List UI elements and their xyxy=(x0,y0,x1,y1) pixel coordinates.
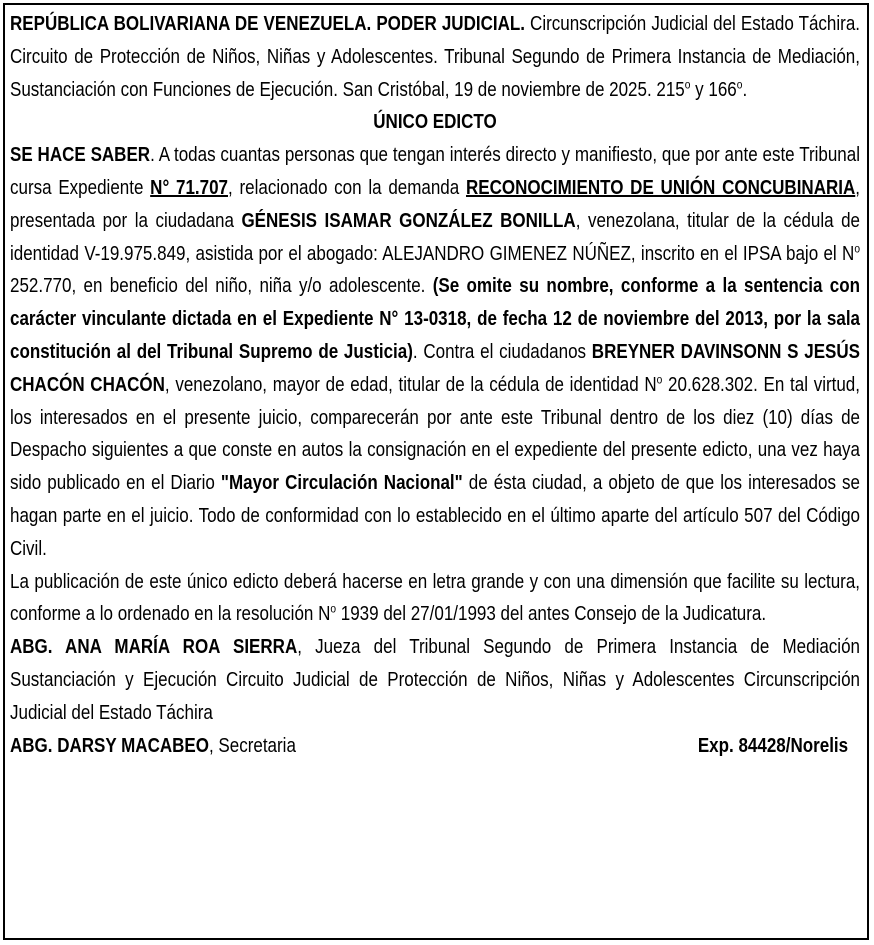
edict-heading xyxy=(10,106,860,139)
demand-type: RECONOCIMIENTO DE UNIÓN CONCUBINARIA xyxy=(465,176,856,199)
body-paragraph xyxy=(10,139,860,565)
se-hace-saber: SE HACE SABER xyxy=(10,144,151,167)
header-and: y 166 xyxy=(690,78,737,101)
ordinal-mark: o xyxy=(854,240,860,255)
publication-text: 1939 del 27/01/1993 del antes Consejo de la Judicatura. xyxy=(336,603,767,626)
secretary-name: ABG. DARSY MACABEO xyxy=(10,734,209,757)
edict-document xyxy=(10,8,860,762)
secretary-title: , Secretaria xyxy=(208,734,296,757)
judge-name: ABG. ANA MARÍA ROA SIERRA xyxy=(10,636,298,659)
body-text: 252.770, en beneficio del niño, niña y/o adolescente. xyxy=(10,275,433,298)
defendant-name: BREYNER DAVINSONN S JESÚS CHACÓN CHACÓN xyxy=(10,340,860,396)
body-text: de ésta ciudad, a objeto de que los interesados se hagan parte en el juicio. Todo de conformidad con lo establecido en el último aparte del artículo 507 del Código Civil. xyxy=(10,472,860,560)
secretary-block xyxy=(10,730,296,763)
signature-line xyxy=(10,730,860,763)
body-text: , relacionado con la demanda xyxy=(228,176,466,199)
degree-mark: o xyxy=(736,76,743,91)
header-paragraph xyxy=(10,8,860,106)
expedient-number: N° 71.707 xyxy=(150,176,229,199)
expedient-reference: Exp. 84428/Norelis xyxy=(697,734,849,757)
newspaper-name: "Mayor Circulación Nacional" xyxy=(220,472,463,495)
publication-text: La publicación de este único edicto deberá hacerse en letra grande y con una dimensión que facilite su lectura, conforme a lo ordenado en la resolución N xyxy=(10,570,860,626)
plaintiff-name: GÉNESIS ISAMAR GONZÁLEZ BONILLA xyxy=(241,209,576,232)
publication-paragraph xyxy=(10,566,860,632)
judge-title: , Jueza del Tribunal Segundo de Primera Instancia de Mediación Sustanciación y Ejecución Circuito Judicial de Protección de Niños, Niñas y Adolescentes Circunscripción Judicial del Estado Táchira xyxy=(10,636,860,724)
body-text: , venezolana, titular de la cédula de identidad V-19.975.849, asistida por el abogado: ALEJANDRO GIMENEZ NÚÑEZ, inscrito en el IPSA bajo el N xyxy=(10,209,860,265)
body-text: , venezolano, mayor de edad, titular de la cédula de identidad N xyxy=(164,373,657,396)
header-title: REPÚBLICA BOLIVARIANA DE VENEZUELA. PODER JUDICIAL. xyxy=(10,13,525,35)
degree-mark: o xyxy=(684,76,691,91)
body-text: . Contra el ciudadanos xyxy=(412,340,592,363)
ordinal-mark: o xyxy=(330,601,337,616)
judge-paragraph xyxy=(10,631,860,729)
ordinal-mark: o xyxy=(656,372,663,387)
edict-heading-text: ÚNICO EDICTO xyxy=(373,111,497,134)
body-text: 20.628.302. En tal virtud, los interesados en el presente juicio, comparecerán por ante este Tribunal dentro de los diez (10) días de Despacho siguientes a que conste en autos la consignación en el expediente del presente edicto, una vez haya sido publicado en el Diario xyxy=(10,373,860,495)
header-text: Circunscripción Judicial del Estado Táchira. Circuito de Protección de Niños, Niñas y Adolescentes. Tribunal Segundo de Primera Instancia de Mediación, Sustanciación con Funciones de Ejecución. San Cristóbal, 19 de noviembre de 2025. 215 xyxy=(10,13,860,101)
header-end: . xyxy=(742,78,748,101)
body-text: , presentada por la ciudadana xyxy=(10,176,860,232)
omitted-name-note: (Se omite su nombre, conforme a la sentencia con carácter vinculante dictada en el Expediente N° 13-0318, de fecha 12 de noviembre del 2013, por la sala constitución al del Tribunal Supremo de Justicia) xyxy=(10,275,861,363)
body-text: . A todas cuantas personas que tengan interés directo y manifiesto, que por ante este Tribunal cursa Expediente xyxy=(10,144,860,199)
